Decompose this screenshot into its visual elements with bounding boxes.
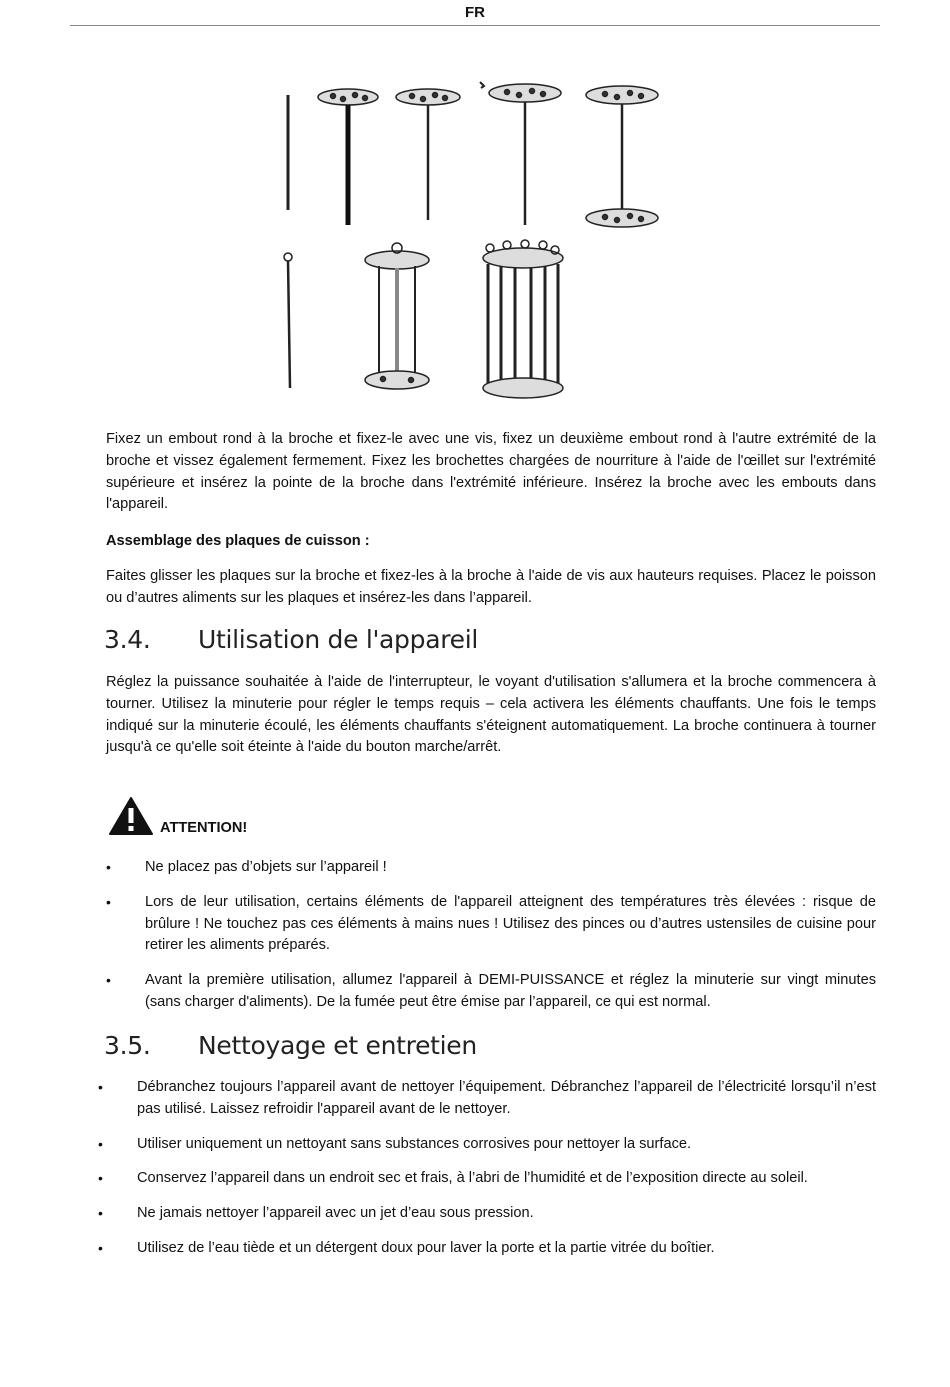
- skewer-with-eyelet: [284, 253, 292, 388]
- plates-paragraph: Faites glisser les plaques sur la broche et fixez-les à la broche à l'aide de vis aux hauteurs requises. Placez le poisson ou d’autres aliments sur les plaques et insérez-les dans l’appareil.: [106, 568, 876, 606]
- attention-list: [106, 857, 876, 1014]
- section-title: Utilisation de l'appareil: [198, 625, 479, 654]
- usage-paragraph: Réglez la puissance souhaitée à l'aide de l'interrupteur, le voyant d'utilisation s'allumera et la broche commencera à tourner. Utilisez la minuterie pour régler le temps requis – cela activera les éléments chauffants. Une fois le temps indiqué sur la minuterie écoulé, les éléments chauffants s'éteignent automatiquement. La broche continuera à tourner jusqu'à ce qu'elle soit éteinte à l'aide du bouton marche/arrêt.: [106, 674, 876, 756]
- spit-with-plate-1: [318, 89, 378, 225]
- cage-with-plates: [365, 243, 429, 389]
- list-item: • Ne placez pas d’objets sur l’appareil !: [106, 859, 387, 875]
- language-header: FR: [465, 4, 485, 21]
- spit-with-plate-2: [396, 89, 460, 220]
- attention-block: [108, 796, 408, 840]
- plates-assembly-title: Assemblage des plaques de cuisson :: [106, 533, 370, 549]
- section-number: 3.4.: [104, 625, 151, 654]
- attention-label: ATTENTION!: [160, 820, 248, 836]
- warning-triangle-icon: [108, 796, 154, 836]
- rotisserie-assembly-figure-icon: [275, 70, 685, 415]
- section-3-4-heading: [104, 625, 478, 655]
- list-item: • Utilisez de l’eau tiède et un détergent doux pour laver la porte et la partie vitrée du boîtier.: [98, 1239, 715, 1256]
- list-item: • Utiliser uniquement un nettoyant sans substances corrosives pour nettoyer la surface.: [98, 1135, 692, 1152]
- list-item: • Lors de leur utilisation, certains éléments de l'appareil atteignent des températures très élevées : risque de brûlure ! Ne touchez pas ces éléments à mains nues ! Utilisez des pinces ou d’autres ustensiles de cuisine pour retirer les aliments préparés.: [106, 893, 876, 954]
- section-title: Nettoyage et entretien: [198, 1031, 477, 1060]
- full-skewer-assembly: [483, 240, 563, 398]
- list-item: • Conservez l’appareil dans un endroit sec et frais, à l’abri de l’humidité et de l’exposition directe au soleil.: [98, 1170, 808, 1187]
- cleaning-list: [98, 1077, 876, 1260]
- list-item: • Ne jamais nettoyer l’appareil avec un jet d’eau sous pression.: [98, 1205, 534, 1222]
- section-number: 3.5.: [104, 1031, 151, 1060]
- spit-with-two-plates: [586, 86, 658, 227]
- intro-paragraph: Fixez un embout rond à la broche et fixez-le avec une vis, fixez un deuxième embout rond à l'autre extrémité de la broche et vissez également fermement. Fixez les brochettes chargées de nourriture à l'aide de l'œillet sur l'extrémité supérieure et insérez la pointe de la broche dans l'extrémité inférieure. Insérez la broche avec les embouts dans l'appareil.: [106, 431, 876, 513]
- list-item: • Avant la première utilisation, allumez l'appareil à DEMI-PUISSANCE et réglez la minuterie sur vingt minutes (sans charger d'aliments). De la fumée peut être émise par l’appareil, ce qui est normal.: [106, 972, 876, 1010]
- section-3-5-heading: [104, 1031, 477, 1061]
- header-divider: [70, 25, 880, 26]
- list-item: • Débranchez toujours l’appareil avant de nettoyer l’équipement. Débranchez l’appareil de l’électricité lorsqu’il n’est pas utilisé. Laissez refroidir l'appareil avant de le nettoyer.: [98, 1079, 876, 1117]
- spit-with-plate-3: [480, 82, 561, 225]
